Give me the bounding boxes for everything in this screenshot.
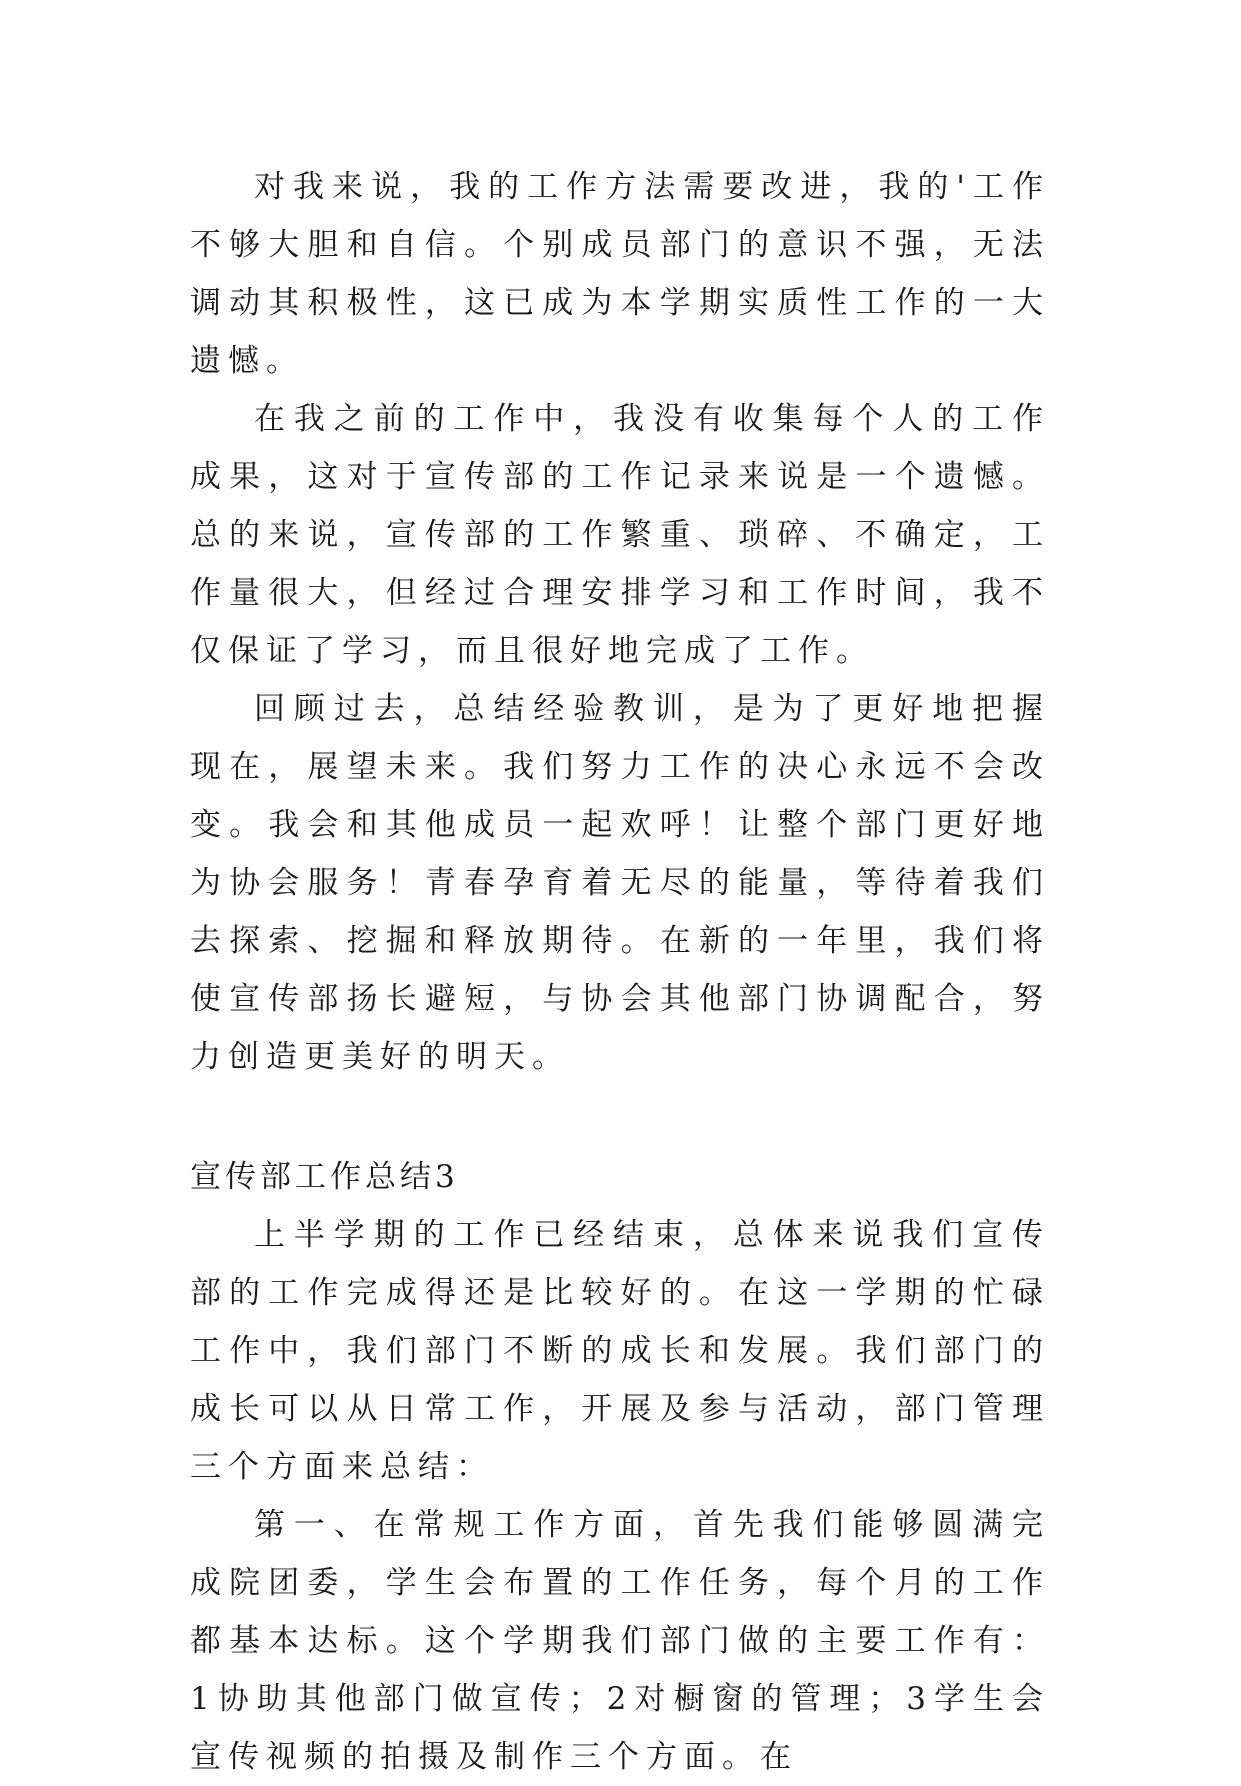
paragraph-semester-summary: 上半学期的工作已经结束，总体来说我们宣传部的工作完成得还是比较好的。在这一学期的忙碌工作中，我们部门不断的成长和发展。我们部门的成长可以从日常工作，开展及参与活动，部门管理三个方面来总结： — [190, 1217, 1050, 1485]
paragraph-routine-work: 第一、在常规工作方面，首先我们能够圆满完成院团委，学生会布置的工作任务，每个月的工作都基本达标。这个学期我们部门做的主要工作有：1协助其他部门做宣传；2对橱窗的管理；3学生会宣传视频的拍摄及制作三个方面。在 — [190, 1507, 1050, 1775]
section-heading: 宣传部工作总结3 — [190, 1159, 459, 1195]
paragraph-looking-back: 回顾过去，总结经验教训，是为了更好地把握现在，展望未来。我们努力工作的决心永远不会改变。我会和其他成员一起欢呼！让整个部门更好地为协会服务！青春孕育着无尽的能量，等待着我们去探索、挖掘和释放期待。在新的一年里，我们将使宣传部扬长避短，与协会其他部门协调配合，努力创造更美好的明天。 — [190, 691, 1050, 1075]
paragraph-work-records: 在我之前的工作中，我没有收集每个人的工作成果，这对于宣传部的工作记录来说是一个遗憾。总的来说，宣传部的工作繁重、琐碎、不确定，工作量很大，但经过合理安排学习和工作时间，我不仅保证了学习，而且很好地完成了工作。 — [190, 401, 1050, 669]
paragraph-work-method: 对我来说，我的工作方法需要改进，我的'工作不够大胆和自信。个别成员部门的意识不强，无法调动其积极性，这已成为本学期实质性工作的一大遗憾。 — [190, 169, 1050, 379]
document-body — [190, 158, 1050, 1786]
